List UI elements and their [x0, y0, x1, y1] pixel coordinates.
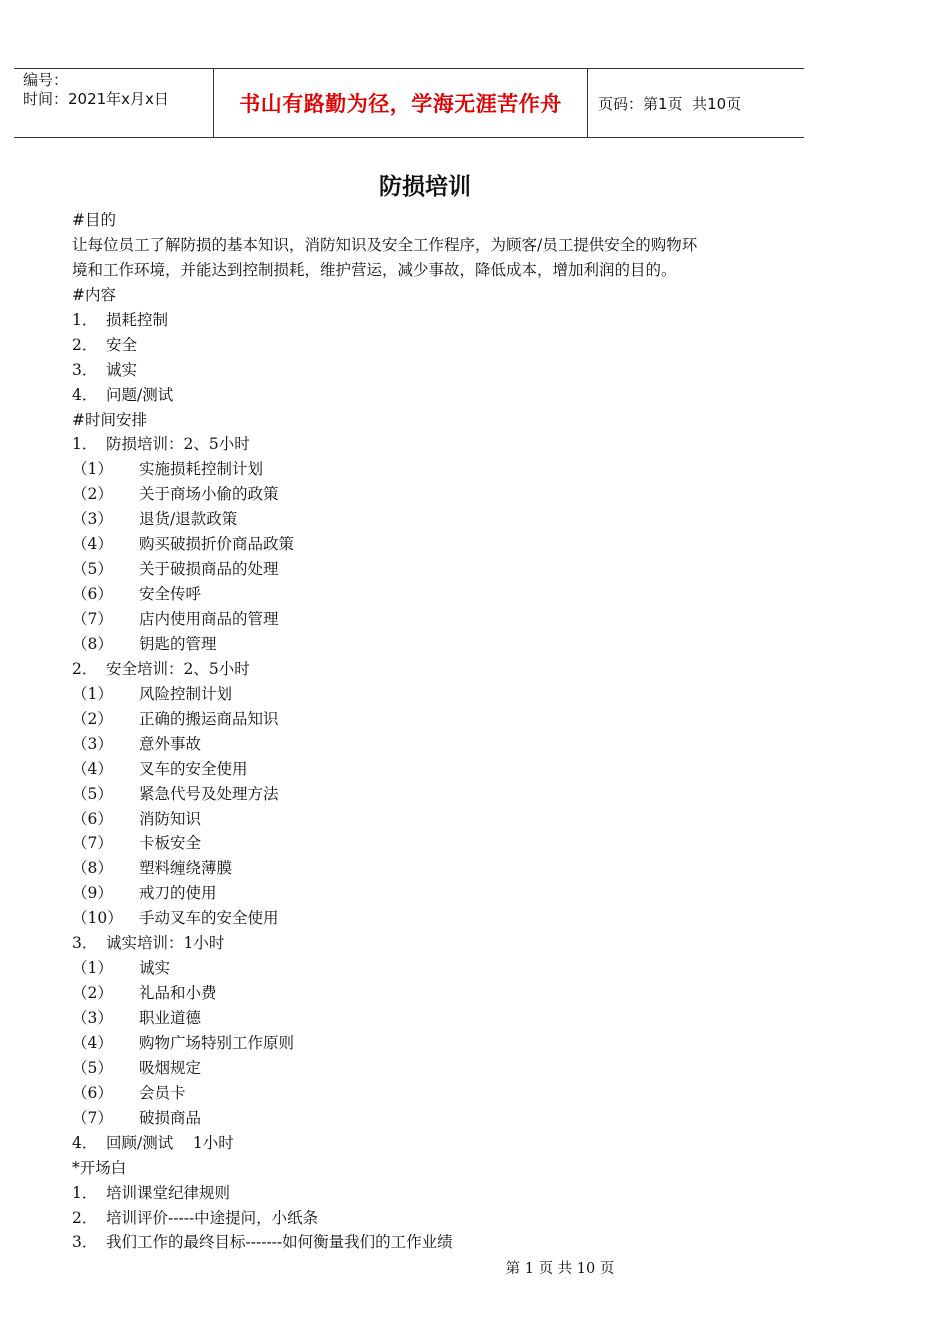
header-meta: [14, 69, 214, 137]
sub-item: [72, 732, 762, 757]
item-number: （4）: [72, 759, 113, 778]
item-text: 防损培训：2、5小时: [106, 435, 250, 454]
item-text: 回顾/测试 1小时: [106, 1133, 234, 1152]
item-text: 意外事故: [139, 734, 202, 753]
item-text: 诚实培训：1小时: [106, 934, 225, 953]
item-number: 2．: [72, 335, 98, 354]
item-text: 诚实: [139, 959, 171, 978]
paragraph-line: 境和工作环境，并能达到控制损耗，维护营运，减少事故，降低成本，增加利润的目的。: [72, 260, 677, 279]
sub-item: [72, 457, 762, 482]
sub-item: [72, 557, 762, 582]
sub-item: [72, 1031, 762, 1056]
sub-item: [72, 782, 762, 807]
heading-schedule: #时间安排: [72, 410, 147, 429]
item-number: （6）: [72, 585, 113, 604]
item-number: 2．: [72, 659, 98, 678]
item-text: 塑料缠绕薄膜: [139, 859, 233, 878]
item-number: 4．: [72, 385, 98, 404]
item-number: （6）: [72, 1083, 113, 1102]
item-number: （5）: [72, 1058, 113, 1077]
item-number: （6）: [72, 809, 113, 828]
item-text: 手动叉车的安全使用: [139, 909, 279, 928]
item-number: 1．: [72, 310, 98, 329]
item-number: （3）: [72, 1009, 113, 1027]
number-label: 编号：: [23, 71, 69, 89]
item-number: （3）: [72, 734, 113, 753]
section-item: [72, 657, 762, 682]
sub-item: [72, 632, 762, 657]
sub-item: [72, 807, 762, 832]
item-text: 关于破损商品的处理: [139, 560, 279, 579]
list-item: [72, 333, 762, 358]
paragraph-line: 让每位员工了解防损的基本知识，消防知识及安全工作程序，为顾客/员工提供安全的购物环: [72, 235, 698, 254]
header-motto: 书山有路勤为径，学海无涯苦作舟: [214, 69, 588, 137]
item-text: 职业道德: [139, 1009, 202, 1027]
document-title: 防损培训: [379, 174, 471, 200]
item-number: 1．: [72, 1183, 98, 1202]
item-number: 1．: [72, 435, 98, 454]
page-footer: 第 1 页 共 10 页: [505, 1261, 615, 1277]
item-text: 破损商品: [139, 1108, 202, 1127]
sub-item: [72, 1106, 762, 1131]
item-text: 钥匙的管理: [139, 634, 217, 653]
item-text: 正确的搬运商品知识: [139, 709, 279, 728]
item-text: 退货/退款政策: [139, 510, 238, 529]
sub-item: [72, 856, 762, 881]
item-text: 吸烟规定: [139, 1058, 202, 1077]
item-number: （8）: [72, 634, 113, 653]
document-body: [72, 208, 762, 1255]
item-number: （4）: [72, 535, 113, 554]
item-number: （5）: [72, 784, 113, 803]
item-number: 4．: [72, 1133, 98, 1152]
item-text: 戒刀的使用: [139, 884, 217, 903]
item-number: （7）: [72, 1108, 113, 1127]
sub-item: [72, 582, 762, 607]
sub-item: [72, 1081, 762, 1106]
item-text: 安全: [106, 335, 138, 354]
sub-item: [72, 881, 762, 906]
item-text: 卡板安全: [139, 834, 202, 853]
item-number: （1）: [72, 959, 113, 978]
sub-item: [72, 831, 762, 856]
list-item: [72, 1230, 762, 1255]
item-number: （9）: [72, 884, 113, 903]
item-number: （1）: [72, 460, 113, 479]
list-item: [72, 308, 762, 333]
item-number: （3）: [72, 510, 113, 529]
sub-item: [72, 607, 762, 632]
item-text: 消防知识: [139, 809, 202, 828]
section-item: [72, 432, 762, 457]
heading-content: #内容: [72, 285, 116, 304]
header-page-info: 页码：第1页 共10页: [598, 94, 742, 113]
item-number: （8）: [72, 859, 113, 878]
sub-item: [72, 1056, 762, 1081]
item-text: 叉车的安全使用: [139, 759, 248, 778]
item-text: 购买破损折价商品政策: [139, 535, 295, 554]
item-text: 风险控制计划: [139, 684, 233, 703]
section-item: [72, 1131, 762, 1156]
item-text: 诚实: [106, 360, 138, 379]
item-text: 紧急代号及处理方法: [139, 784, 279, 803]
item-text: 会员卡: [139, 1083, 186, 1102]
item-number: （5）: [72, 560, 113, 579]
sub-item: [72, 906, 762, 931]
document-header: [14, 68, 804, 138]
item-number: （1）: [72, 684, 113, 703]
list-item: [72, 1206, 762, 1231]
item-number: （2）: [72, 709, 113, 728]
item-text: 购物广场特别工作原则: [139, 1033, 295, 1052]
item-number: （7）: [72, 610, 113, 628]
sub-item: [72, 1006, 762, 1031]
list-item: [72, 383, 762, 408]
list-item: [72, 358, 762, 383]
item-text: 安全培训：2、5小时: [106, 659, 250, 678]
item-number: （4）: [72, 1033, 113, 1052]
sub-item: [72, 682, 762, 707]
sub-item: [72, 757, 762, 782]
item-text: 培训评价-----中途提问，小纸条: [106, 1208, 319, 1227]
item-number: 3．: [72, 934, 98, 953]
item-text: 实施损耗控制计划: [139, 460, 264, 479]
heading-opening: *开场白: [72, 1158, 127, 1177]
item-number: 3．: [72, 360, 98, 379]
sub-item: [72, 707, 762, 732]
item-number: （2）: [72, 485, 113, 504]
item-text: 培训课堂纪律规则: [106, 1183, 231, 1202]
item-number: （2）: [72, 984, 113, 1003]
item-text: 我们工作的最终目标-------如何衡量我们的工作业绩: [106, 1233, 453, 1252]
list-item: [72, 1181, 762, 1206]
section-item: [72, 931, 762, 956]
sub-item: [72, 956, 762, 981]
sub-item: [72, 482, 762, 507]
item-text: 礼品和小费: [139, 984, 217, 1003]
sub-item: [72, 532, 762, 557]
item-text: 问题/测试: [106, 385, 174, 404]
sub-item: [72, 981, 762, 1006]
item-text: 关于商场小偷的政策: [139, 485, 279, 504]
item-text: 损耗控制: [106, 310, 169, 329]
time-label: 时间：2021年x月x日: [23, 90, 169, 108]
item-number: 3．: [72, 1233, 98, 1252]
sub-item: [72, 507, 762, 532]
heading-purpose: #目的: [72, 211, 116, 229]
item-number: （10）: [72, 909, 123, 928]
item-text: 店内使用商品的管理: [139, 610, 279, 628]
item-number: （7）: [72, 834, 113, 853]
item-text: 安全传呼: [139, 585, 202, 604]
item-number: 2．: [72, 1208, 98, 1227]
